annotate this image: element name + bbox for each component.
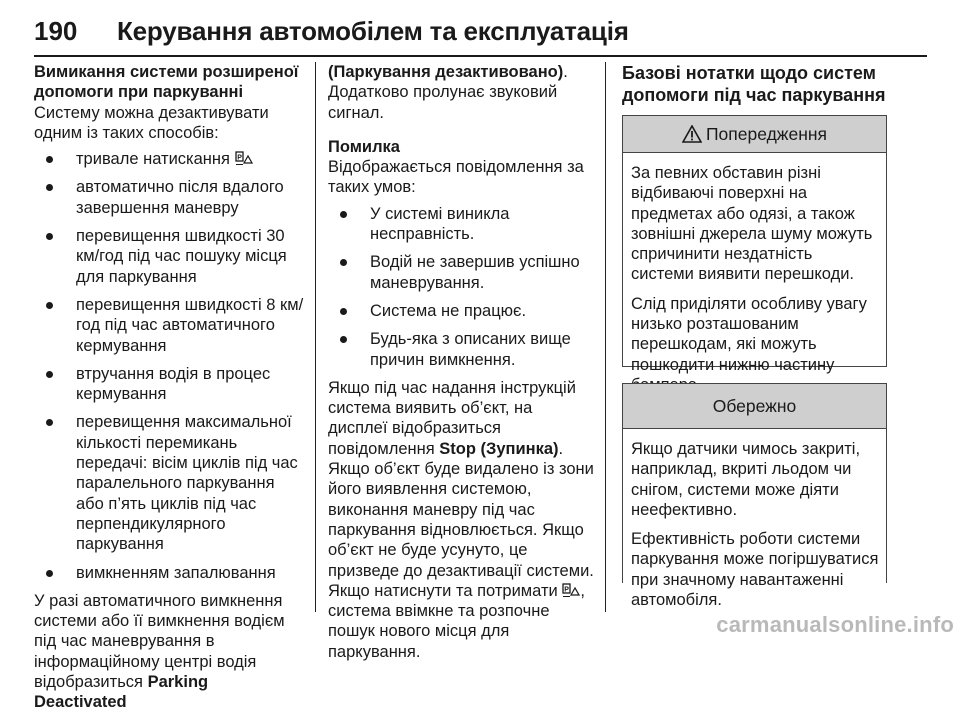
warning-text: За певних обставин різні відбиваючі поверхні на предметах або одязі, а також зовнішні джерела шуму можуть спричинити нездатність системи виявити перешкоди. bbox=[631, 164, 873, 284]
list-item: втручання водія в процес кермування bbox=[34, 364, 304, 405]
caution-text: Ефективність роботи системи паркування може погіршуватися при значному навантаженні автомобіля. bbox=[631, 530, 879, 610]
column-2 bbox=[328, 62, 596, 670]
park-assist-icon bbox=[562, 583, 580, 598]
message-translation: (Паркування дезактивовано) bbox=[328, 63, 564, 81]
error-intro: Відображається повідомлення за таких умов: bbox=[328, 158, 584, 197]
watermark: carmanualsonline.info bbox=[716, 612, 954, 637]
page-header bbox=[0, 0, 960, 56]
caution-header bbox=[623, 384, 886, 429]
warning-header bbox=[623, 116, 886, 153]
paragraph-text: . Додатково пролунає звуковий сигнал. bbox=[328, 63, 568, 122]
section-heading-deactivation: Вимикання системи розширеної допомоги при паркуванні bbox=[34, 63, 299, 102]
section-heading-error: Помилка bbox=[328, 137, 400, 156]
list-item: перевищення швидкості 8 км/год під час автоматичного кермування bbox=[34, 295, 304, 356]
paragraph-text: , система ввімкне та розпочне пошук нового місця для паркування. bbox=[328, 581, 585, 661]
warning-box bbox=[622, 115, 887, 374]
parking-deactivated-message: Parking Deactivated bbox=[34, 673, 209, 712]
column-divider-2 bbox=[605, 62, 606, 612]
header-rule bbox=[34, 55, 927, 57]
deactivation-list bbox=[34, 149, 304, 583]
list-item: перевищення максимальної кількості перемикань передачі: вісім циклів під час паралельного паркування або п’ять циклів під час перпендикулярного паркування bbox=[34, 412, 304, 554]
list-item: автоматично після вдалого завершення маневру bbox=[34, 177, 304, 218]
list-item: перевищення швидкості 30 км/год під час пошуку місця для паркування bbox=[34, 226, 304, 287]
caution-text: Якщо датчики чимось закриті, наприклад, вкриті льодом чи снігом, системи може діяти неефективно. bbox=[631, 440, 861, 519]
section-heading-basics: Базові нотатки щодо систем допомоги під час паркування bbox=[622, 63, 886, 105]
list-item: У системі виникла несправність. bbox=[328, 204, 596, 245]
intro-text: Систему можна дезактивувати одним із таких способів: bbox=[34, 103, 269, 142]
warning-title: Попередження bbox=[705, 123, 828, 144]
column-3 bbox=[622, 62, 890, 114]
caution-box bbox=[622, 383, 887, 610]
column-1 bbox=[34, 62, 304, 713]
outro-text: У разі автоматичного вимкнення системи або її вимкнення водієм під час маневрування в інформаційному центрі водія відобразиться bbox=[34, 591, 285, 692]
column-divider-1 bbox=[315, 62, 316, 612]
warning-triangle-icon bbox=[682, 125, 702, 143]
warning-text: Слід приділяти особливу увагу низько розташованим перешкодам, які можуть пошкодити нижню частину bbox=[631, 294, 867, 374]
park-assist-icon bbox=[235, 151, 253, 166]
paragraph-text: . Якщо об’єкт буде видалено із зони його виявлення системою, виконання маневру під час паркування відновлюється. Якщо об’єкт не буде усунуто, це призведе до дезактивації системи. Якщо натиснути та потримати bbox=[328, 439, 594, 600]
stop-message: Stop (Зупинка) bbox=[439, 439, 559, 458]
list-item bbox=[34, 149, 304, 169]
caution-title: Обережно bbox=[712, 395, 797, 416]
error-list bbox=[328, 204, 596, 370]
list-item: вимкненням запалювання bbox=[34, 563, 304, 583]
list-item-text: тривале натискання bbox=[76, 150, 230, 169]
paragraph-text: Якщо під час надання інструкцій система виявить об’єкт, на дисплеї відобразиться повідомлення bbox=[328, 378, 576, 458]
svg-text:P: P bbox=[564, 586, 570, 594]
warning-body bbox=[623, 153, 886, 395]
list-item: Будь-яка з описаних вище причин вимкнення. bbox=[328, 329, 596, 370]
outro-paragraph bbox=[34, 591, 304, 713]
svg-text:P: P bbox=[236, 154, 242, 162]
stop-paragraph bbox=[328, 378, 596, 662]
list-item: Водій не завершив успішно маневрування. bbox=[328, 252, 596, 293]
caution-body bbox=[623, 429, 886, 610]
page-number: 190 bbox=[34, 16, 78, 46]
continued-paragraph bbox=[328, 62, 596, 123]
page-title: Керування автомобілем та експлуатація bbox=[117, 16, 629, 46]
list-item: Система не працює. bbox=[328, 301, 596, 321]
